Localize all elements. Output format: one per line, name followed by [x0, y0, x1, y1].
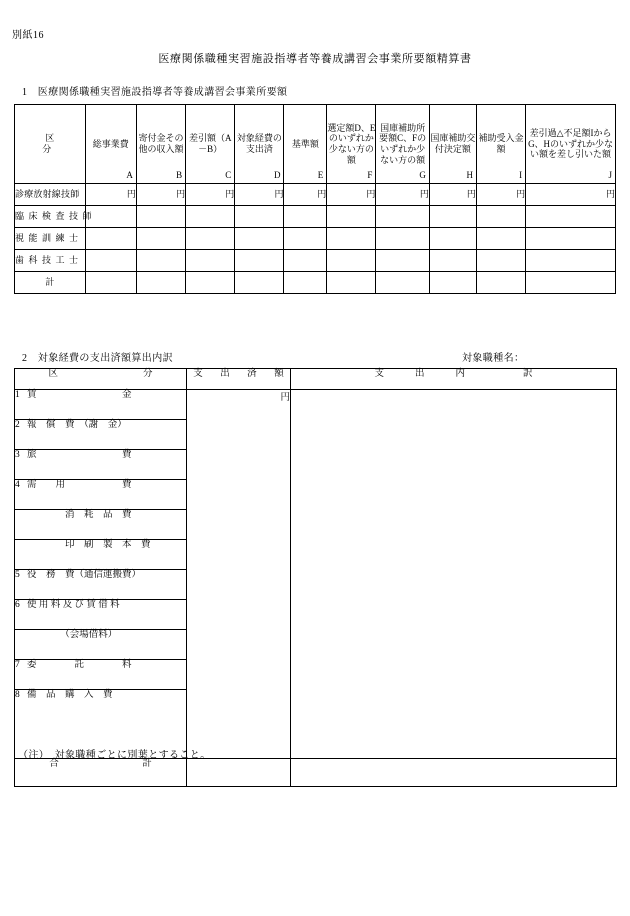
cell-total-cost[interactable]	[85, 250, 136, 272]
cell-national-subsidy-required[interactable]: 円	[376, 184, 429, 206]
item-label-equipment-purchase: 8 備 品 購 入 費	[15, 690, 187, 759]
column-header-balance: 差引過△不足額IからG、Hのいずれか少ない額を差し引いた額 J	[526, 105, 616, 184]
cell-eligible-expense-paid[interactable]: 円	[235, 184, 284, 206]
cell-donation-income[interactable]	[136, 206, 185, 228]
cell-balance[interactable]: 円	[526, 184, 616, 206]
column-header-paid-amount: 支 出 済 額	[187, 369, 291, 390]
section1-heading: 1 医療関係職種実習施設指導者等養成講習会事業所要額	[22, 87, 288, 98]
table-row	[15, 250, 616, 272]
column-header-eligible-expense-paid: 対象経費の支出済 D	[235, 105, 284, 184]
column-header-selected-amount: 選定額D、Eのいずれか少ない方の額 F	[327, 105, 376, 184]
expense-breakdown-column[interactable]	[291, 390, 617, 759]
form-id: 別紙16	[12, 30, 44, 41]
cell-national-subsidy-required[interactable]	[376, 228, 429, 250]
cell-selected-amount[interactable]	[327, 250, 376, 272]
column-header-donation-income: 寄付金その他の収入額 B	[136, 105, 185, 184]
table-row	[15, 184, 616, 206]
cell-standard-amount[interactable]: 円	[284, 184, 327, 206]
table-row	[15, 206, 616, 228]
target-occupation-label: 対象職種名：	[462, 353, 525, 364]
column-header-standard-amount: 基準額 E	[284, 105, 327, 184]
cell-balance-total[interactable]	[526, 272, 616, 294]
cell-total-cost-total[interactable]	[85, 272, 136, 294]
row-label-dental-technician: 歯科技工士	[15, 250, 86, 272]
cell-grand-total-amount[interactable]	[187, 759, 291, 787]
row-label-total: 計	[15, 272, 86, 294]
cell-eligible-expense-paid-total[interactable]	[235, 272, 284, 294]
item-label-printing-binding: 印 刷 製 本 費	[15, 540, 187, 570]
cell-total-cost[interactable]: 円	[85, 184, 136, 206]
paid-amount-column[interactable]: 円	[187, 390, 291, 759]
cell-donation-income-total[interactable]	[136, 272, 185, 294]
item-label-venue-rental: （会場借料）	[15, 630, 187, 660]
cell-national-subsidy-required[interactable]	[376, 206, 429, 228]
cell-standard-amount[interactable]	[284, 206, 327, 228]
column-header-category: 区 分	[15, 369, 187, 390]
cell-balance[interactable]	[526, 228, 616, 250]
cell-selected-amount-total[interactable]	[327, 272, 376, 294]
cell-national-subsidy-decided[interactable]	[429, 228, 476, 250]
section2-table	[14, 368, 617, 787]
column-header-expense-breakdown: 支 出 内 訳	[291, 369, 617, 390]
column-header-national-subsidy-decided: 国庫補助交付決定額 H	[429, 105, 476, 184]
cell-difference[interactable]	[186, 250, 235, 272]
list-item	[15, 390, 617, 420]
cell-donation-income[interactable]	[136, 228, 185, 250]
page-title: 医療関係職種実習施設指導者等養成講習会事業所要額精算書	[158, 53, 472, 65]
column-header-difference: 差引額（A－B） C	[186, 105, 235, 184]
item-label-service-communication: 5 役 務 費（通信運搬費）	[15, 570, 187, 600]
cell-selected-amount[interactable]	[327, 228, 376, 250]
cell-difference[interactable]: 円	[186, 184, 235, 206]
cell-national-subsidy-decided-total[interactable]	[429, 272, 476, 294]
column-header-subsidy-received: 補助受入金額 I	[476, 105, 525, 184]
cell-selected-amount[interactable]	[327, 206, 376, 228]
cell-selected-amount[interactable]: 円	[327, 184, 376, 206]
cell-standard-amount[interactable]	[284, 250, 327, 272]
table-row-total	[15, 759, 617, 787]
cell-grand-total-breakdown[interactable]	[291, 759, 617, 787]
cell-standard-amount-total[interactable]	[284, 272, 327, 294]
cell-difference[interactable]	[186, 228, 235, 250]
item-label-travel: 3 旅 費	[15, 450, 187, 480]
item-label-usage-rental-fee: 6 使 用 料 及 び 賃 借 料	[15, 600, 187, 630]
row-label-grand-total: 合 計	[15, 759, 187, 787]
cell-eligible-expense-paid[interactable]	[235, 206, 284, 228]
cell-donation-income[interactable]	[136, 250, 185, 272]
row-label-clinical-laboratory-technician: 臨床検査技師	[15, 206, 86, 228]
cell-balance[interactable]	[526, 206, 616, 228]
item-label-commission: 7 委 託 料	[15, 660, 187, 690]
row-label-orthoptist: 視能訓練士	[15, 228, 86, 250]
cell-difference[interactable]	[186, 206, 235, 228]
table-row	[15, 228, 616, 250]
footnote: （注） 対象職種ごとに別葉とすること。	[18, 750, 211, 761]
cell-eligible-expense-paid[interactable]	[235, 250, 284, 272]
table-header-row	[15, 105, 616, 184]
cell-balance[interactable]	[526, 250, 616, 272]
cell-total-cost[interactable]	[85, 228, 136, 250]
item-label-remuneration: 2 報 償 費 （謝 金）	[15, 420, 187, 450]
item-label-wages: 1 賃 金	[15, 390, 187, 420]
item-label-consumables: 消 耗 品 費	[15, 510, 187, 540]
cell-national-subsidy-decided[interactable]: 円	[429, 184, 476, 206]
table-row-total	[15, 272, 616, 294]
column-header-kubun: 区 分	[15, 105, 86, 184]
cell-donation-income[interactable]: 円	[136, 184, 185, 206]
cell-subsidy-received[interactable]	[476, 228, 525, 250]
cell-national-subsidy-decided[interactable]	[429, 206, 476, 228]
row-label-radiologic-technologist: 診療放射線技師	[15, 184, 86, 206]
column-header-national-subsidy-required: 国庫補助所要額C、Fのいずれか少ない方の額 G	[376, 105, 429, 184]
cell-national-subsidy-required[interactable]	[376, 250, 429, 272]
table-header-row	[15, 369, 617, 390]
cell-subsidy-received[interactable]	[476, 206, 525, 228]
cell-standard-amount[interactable]	[284, 228, 327, 250]
cell-subsidy-received[interactable]	[476, 250, 525, 272]
column-header-total-cost: 総事業費 A	[85, 105, 136, 184]
cell-difference-total[interactable]	[186, 272, 235, 294]
cell-subsidy-received-total[interactable]	[476, 272, 525, 294]
cell-subsidy-received[interactable]: 円	[476, 184, 525, 206]
cell-national-subsidy-required-total[interactable]	[376, 272, 429, 294]
cell-national-subsidy-decided[interactable]	[429, 250, 476, 272]
section1-table	[14, 104, 616, 294]
cell-eligible-expense-paid[interactable]	[235, 228, 284, 250]
section2-heading: 2 対象経費の支出済額算出内訳	[22, 353, 173, 364]
item-label-supplies: 4 需 用 費	[15, 480, 187, 510]
